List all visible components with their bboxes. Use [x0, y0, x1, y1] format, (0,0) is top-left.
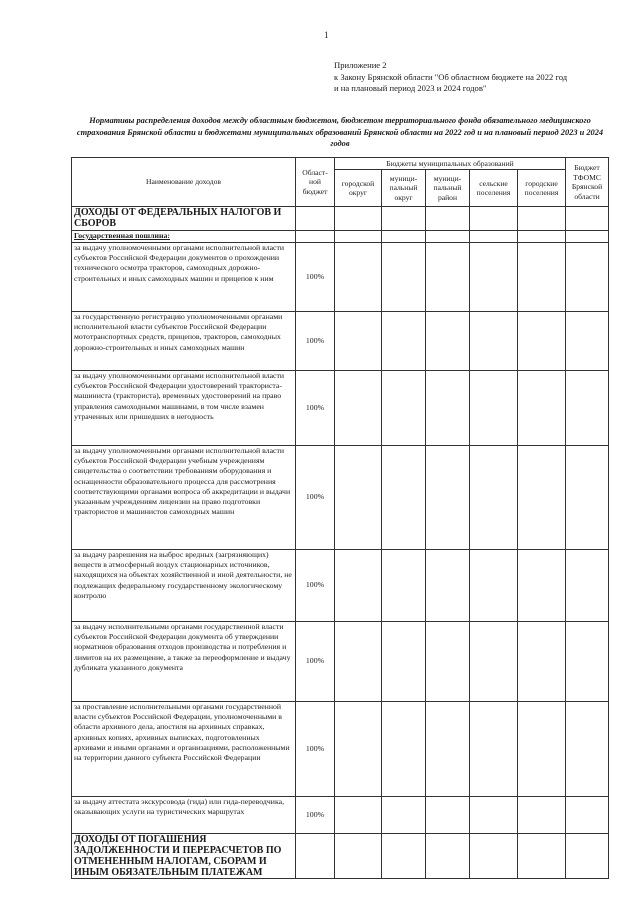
table-row: [72, 834, 609, 879]
header-regional: Област-ной бюджет: [296, 158, 335, 207]
row-regional-pct: 100%: [296, 243, 335, 312]
table-row: [72, 622, 609, 702]
row-name: за государственную регистрацию уполномоченными органами исполнительной власти субъектов Российской Федерации мототранспортных средств, прицепов, тракторов, самоходных дорожно-строительных и иных самоходных машин: [72, 312, 296, 371]
header-urban: городские поселения: [518, 170, 566, 207]
row-regional-pct: [296, 834, 335, 879]
row-name: ДОХОДЫ ОТ ФЕДЕРАЛЬНЫХ НАЛОГОВ И СБОРОВ: [72, 207, 296, 231]
row-regional-pct: 100%: [296, 312, 335, 371]
table-row: [72, 797, 609, 834]
header-tfoms: Бюджет ТФОМС Брянской области: [566, 158, 609, 207]
table-row: [72, 550, 609, 622]
row-name: за проставление исполнительными органами государственной власти субъектов Российской Федерации, уполномоченными в области архивного дела, апостиля на архивных справках, архивных копиях, архивных выписках, подготовленных архивами и иными органами и организациями, расположенными на территории данного субъекта Российской Федерации: [72, 702, 296, 797]
row-regional-pct: 100%: [296, 622, 335, 702]
appendix-line-3: и на плановый период 2023 и 2024 годов": [334, 83, 487, 93]
header-municipal-district: муници-пальный округ: [382, 170, 426, 207]
norms-table: [71, 157, 609, 879]
table-row: [72, 371, 609, 446]
table-row: [72, 702, 609, 797]
header-rural: сельские поселения: [470, 170, 518, 207]
row-regional-pct: [296, 207, 335, 231]
row-name: ДОХОДЫ ОТ ПОГАШЕНИЯ ЗАДОЛЖЕННОСТИ И ПЕРЕРАСЧЕТОВ ПО ОТМЕНЕННЫМ НАЛОГАМ, СБОРАМ И ИНЫМ ОБЯЗАТЕЛЬНЫМ ПЛАТЕЖАМ: [72, 834, 296, 879]
table-row: [72, 446, 609, 550]
table-row: [72, 207, 609, 231]
header-municipal-raion: муници-пальный район: [426, 170, 470, 207]
row-regional-pct: 100%: [296, 550, 335, 622]
appendix-line-1: Приложение 2: [334, 60, 387, 70]
document-title: Нормативы распределения доходов между областным бюджетом, бюджетом территориального фонда обязательного медицинского страхования Брянской области и бюджетами муниципальных образований Брянской области на 2022 год и на плановый период 2023 и 2024 годов: [76, 116, 604, 148]
row-name: за выдачу аттестата экскурсовода (гида) или гида-переводчика, оказывающих услуги на туристических маршрутах: [72, 797, 296, 834]
row-name: за выдачу уполномоченными органами исполнительной власти субъектов Российской Федерации документов о прохождении технического осмотра тракторов, самоходных дорожно-строительных и иных самоходных машин и прицепов к ним: [72, 243, 296, 312]
row-name: за выдачу уполномоченными органами исполнительной власти субъектов Российской Федерации учебным учреждениям свидетельства о соответствии требованиям оборудования и оснащенности образовательного процесса для рассмотрения соответствующими органами вопроса об аккредитации и выдачи указанным учреждениям лицензии на право подготовки трактористов и машинистов самоходных машин: [72, 446, 296, 550]
table-row: [72, 312, 609, 371]
header-city-district: городской округ: [335, 170, 382, 207]
page-mark: 1: [324, 30, 329, 40]
table-row: [72, 243, 609, 312]
header-name: Наименование доходов: [72, 158, 296, 207]
row-name: за выдачу разрешения на выброс вредных (загрязняющих) веществ в атмосферный воздух стационарных источников, находящихся на объектах хозяйственной и иной деятельности, не подлежащих федеральному государственному экологическому контролю: [72, 550, 296, 622]
row-regional-pct: [296, 231, 335, 243]
row-name: Государственная пошлина:: [72, 231, 296, 243]
row-regional-pct: 100%: [296, 702, 335, 797]
appendix-line-2: к Закону Брянской области "Об областном бюджете на 2022 год: [334, 71, 568, 82]
row-regional-pct: 100%: [296, 797, 335, 834]
appendix-header: [334, 60, 634, 95]
row-regional-pct: 100%: [296, 446, 335, 550]
table-row: [72, 231, 609, 243]
row-name: за выдачу уполномоченными органами исполнительной власти субъектов Российской Федерации удостоверений тракториста-машиниста (тракториста), временных удостоверений на право управления самоходными машинами, в том числе взамен утраченных или пришедших в негодность: [72, 371, 296, 446]
row-regional-pct: 100%: [296, 371, 335, 446]
row-name: за выдачу исполнительными органами государственной власти субъектов Российской Федерации документа об утверждении нормативов образования отходов производства и потребления и лимитов на их размещение, а также за переоформление и выдачу дубликата указанного документа: [72, 622, 296, 702]
header-municipal-group: Бюджеты муниципальных образований: [335, 158, 566, 170]
